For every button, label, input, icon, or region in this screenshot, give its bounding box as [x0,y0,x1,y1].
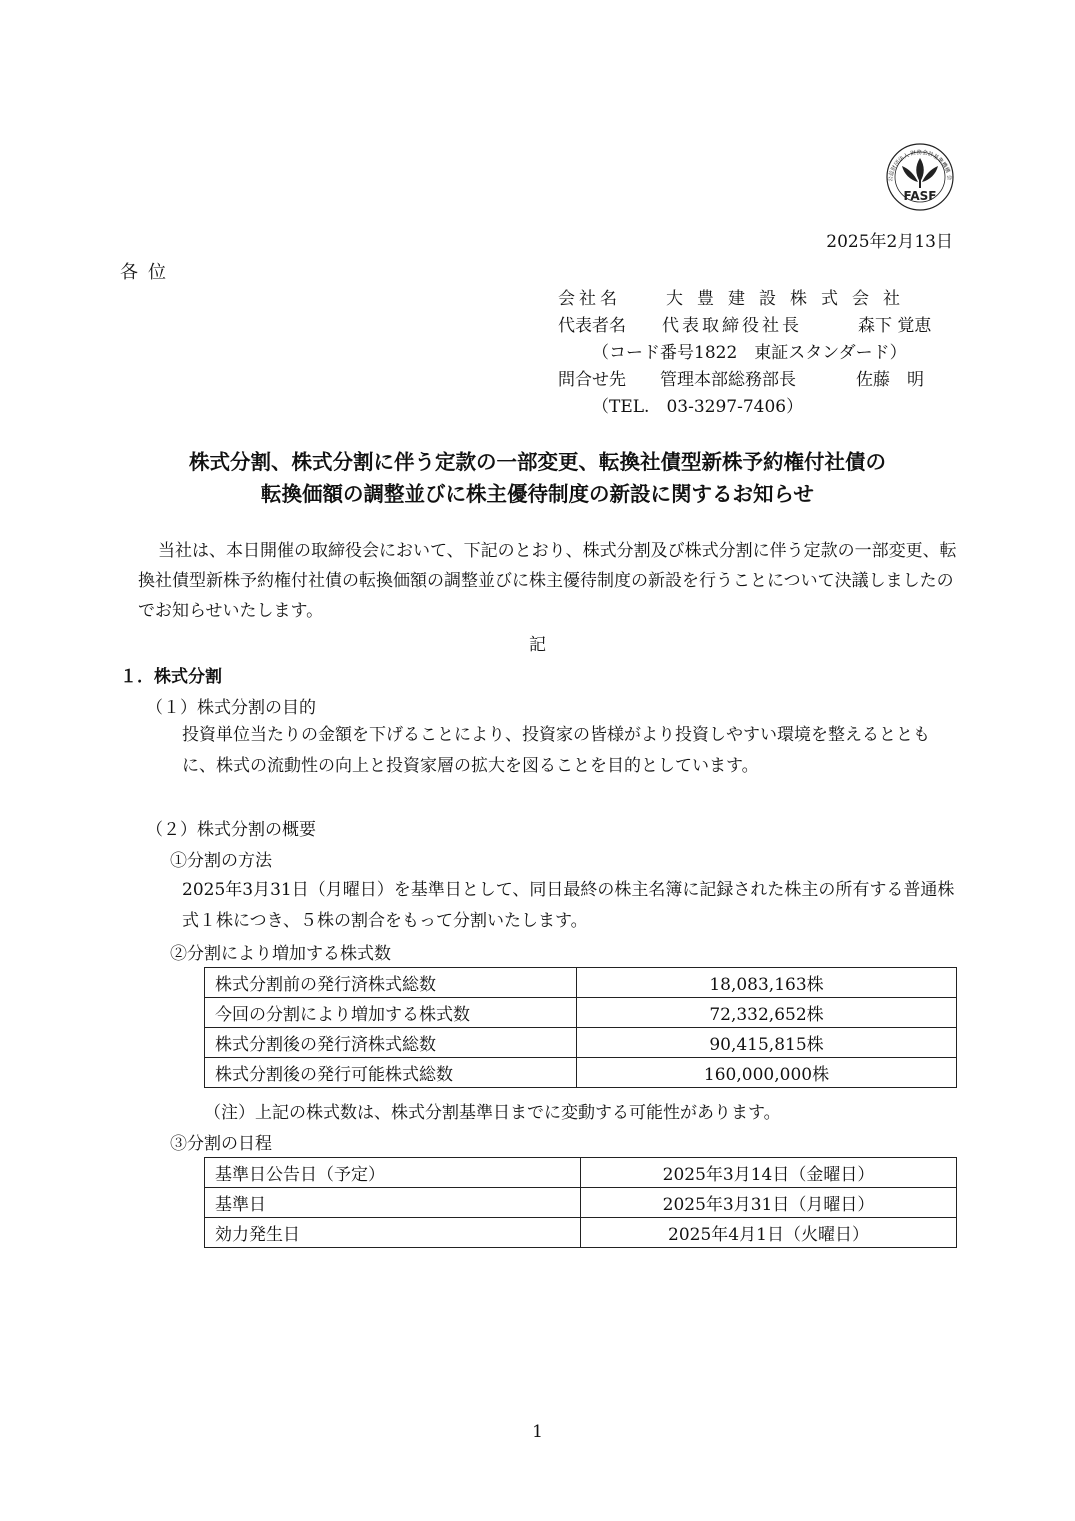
table-cell-label: 基準日公告日（予定） [205,1158,581,1188]
section-1-heading: １．株式分割 [120,667,222,687]
table-cell-value: 90,415,815株 [577,1028,957,1058]
table-cell-value: 2025年3月14日（金曜日） [581,1158,957,1188]
section-1-1-body: 投資単位当たりの金額を下げることにより、投資家の皆様がより投資しやすい環境を整えるとともに、株式の流動性の向上と投資家層の拡大を図ることを目的としています。 [182,725,930,776]
contact-tel: （TEL. 03-3297-7406） [592,397,804,417]
schedule-table [204,1157,957,1248]
table-row [205,998,957,1028]
ki-mark: 記 [529,635,546,655]
increase-heading: ②分割により増加する株式数 [170,944,391,964]
method-body: 2025年3月31日（月曜日）を基準日として、同日最終の株主名簿に記録された株主の所有する普通株式１株につき、５株の割合をもって分割いたします。 [182,880,955,931]
representative-label: 代表者名 [558,316,626,336]
contact-row [558,367,931,394]
table-cell-value: 160,000,000株 [577,1058,957,1088]
table-cell-value: 18,083,163株 [577,968,957,998]
table-note: （注）上記の株式数は、株式分割基準日までに変動する可能性があります。 [204,1103,781,1123]
schedule-heading: ③分割の日程 [170,1134,272,1154]
table-row [205,1218,957,1248]
section-1-1-heading: （１）株式分割の目的 [146,698,316,718]
intro-paragraph [138,536,958,626]
table-row [205,1188,957,1218]
title-line-1: 株式分割、株式分割に伴う定款の一部変更、転換社債型新株予約権付社債の [189,450,886,474]
table-cell-label: 基準日 [205,1188,581,1218]
document-title [0,446,1075,510]
table-cell-label: 株式分割後の発行可能株式総数 [205,1058,577,1088]
contact-name: 佐藤 明 [856,370,924,390]
intro-text: 当社は、本日開催の取締役会において、下記のとおり、株式分割及び株式分割に伴う定款の一部変更、転換社債型新株予約権付社債の転換価額の調整並びに株主優待制度の新設を行うことについて決議しましたのでお知らせいたします。 [138,541,957,621]
representative-name: 森下 覚恵 [858,316,932,336]
securities-code: （コード番号1822 東証スタンダード） [592,343,907,363]
table-row [205,968,957,998]
table-cell-label: 株式分割前の発行済株式総数 [205,968,577,998]
table-row [205,1028,957,1058]
addressee: 各位 [120,262,176,283]
page-number: 1 [532,1422,543,1442]
table-cell-value: 2025年4月1日（火曜日） [581,1218,957,1248]
representative-row [558,313,931,340]
company-name-row [558,286,931,313]
contact-label: 問合せ先 [558,370,626,390]
release-date: 2025年2月13日 [826,232,953,252]
company-name-value: 大豊建設株式会社 [666,289,914,309]
table-cell-label: 今回の分割により増加する株式数 [205,998,577,1028]
tel-row [558,394,931,421]
representative-title: 代表取締役社長 [662,316,802,336]
table-cell-value: 2025年3月31日（月曜日） [581,1188,957,1218]
logo-ring-text: 公益財団法人 財務会計基準機構 会 [887,149,953,183]
section-1-2-heading: （２）株式分割の概要 [146,820,316,840]
contact-title: 管理本部総務部長 [660,370,796,390]
table-cell-label: 効力発生日 [205,1218,581,1248]
table-row [205,1158,957,1188]
logo-text: FASF [903,189,937,203]
table-cell-label: 株式分割後の発行済株式総数 [205,1028,577,1058]
company-name-label: 会社名 [558,289,621,309]
table-row [205,1058,957,1088]
code-row [558,340,931,367]
method-heading: ①分割の方法 [170,851,272,871]
table-cell-value: 72,332,652株 [577,998,957,1028]
company-info [558,286,931,421]
fasf-logo [882,142,958,212]
share-increase-table [204,967,957,1088]
title-line-2: 転換価額の調整並びに株主優待制度の新設に関するお知らせ [261,482,814,506]
